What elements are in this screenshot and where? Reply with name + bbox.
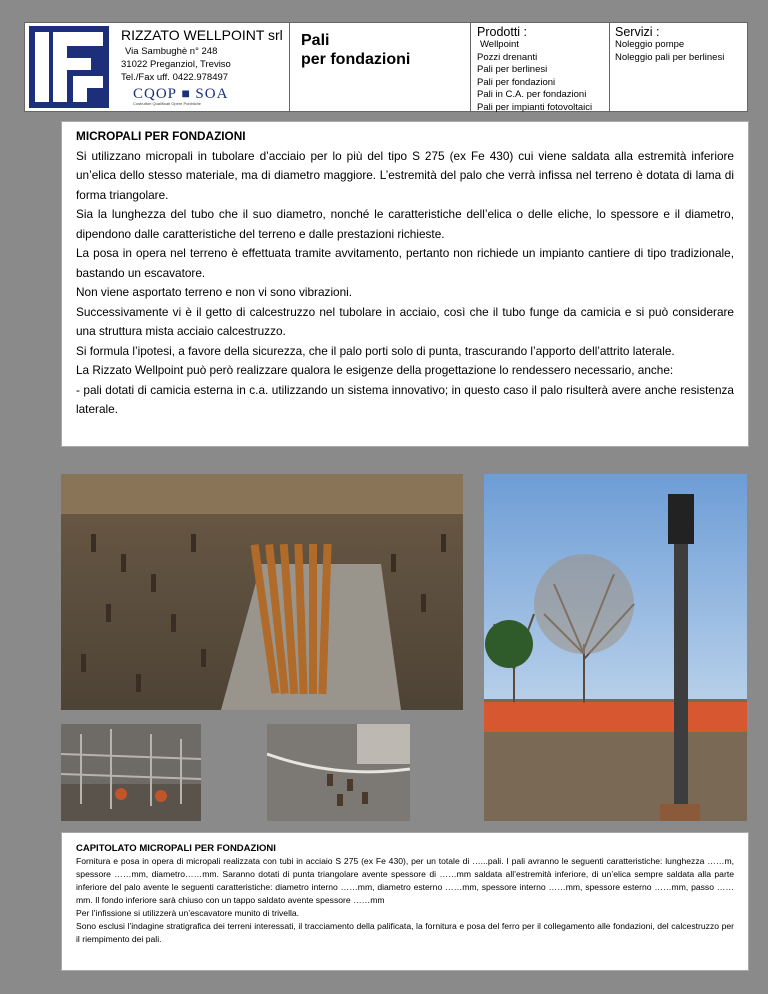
title-line: per fondazioni <box>301 51 411 68</box>
capitolato-paragraph: Sono esclusi l’indagine stratigrafica dei terreni interessati, il tracciamento della palificata, la fornitura e posa del ferro per il collegamento alle fondazioni, del calcestruzzo per il riempimento dei pali. <box>76 921 734 944</box>
photo-pile-heads <box>267 724 410 821</box>
product-item: Pozzi drenanti <box>477 51 538 63</box>
cert-label-2: SOA <box>195 86 229 102</box>
cert-subtext: Costruttori Qualificati Opere Pubbliche <box>133 101 202 106</box>
article-paragraph: Sia la lunghezza del tubo che il suo diametro, nonché le caratteristiche dell’elica o delle eliche, lo spessore e il diametro, dipendono dalle caratteristiche del terreno e dalle prestazioni richieste. <box>76 207 734 241</box>
article-paragraph: Si utilizzano micropali in tubolare d’acciaio per lo più del tipo S 275 (ex Fe 430) cui viene saldata alla estremità inferiore un’elica dello stesso materiale, ma di diametro maggiore. L’estremità del palo che verrà infissa nel terreno è dotata di lama di forma triangolare. <box>76 148 734 202</box>
product-item: Wellpoint <box>480 39 519 50</box>
address-line: Tel./Fax uff. 0422.978497 <box>121 72 229 83</box>
product-item: Pali per fondazioni <box>477 76 556 88</box>
article-paragraph: Si formula l’ipotesi, a favore della sicurezza, che il palo porti solo di punta, trascurando l’apporto dell’attrito laterale. <box>76 343 675 358</box>
article-box <box>61 121 749 447</box>
capitolato-paragraph: Fornitura e posa in opera di micropali realizzata con tubi in acciaio S 275 (ex Fe 430), per un totale di …...pali. I pali avranno le seguenti caratteristiche: lunghezza ……m, spessore ……mm, diametro……mm. Saranno dotati di punta triangolare avente spessore di ……mm saldata all’estremità inferiore, di un’elica sempre saldata alla parte inferiore del palo avente le seguenti caratteristiche: diametro interno ……mm, diametro esterno ……mm, spessore interno ……mm, spessore esterno ……mm, passo ……mm. Il fondo inferiore sarà chiuso con un tappo saldato avente spessore ……mm <box>76 856 734 905</box>
article-paragraph: - pali dotati di camicia esterna in c.a. utilizzando un sistema innovativo; in questo caso il palo risulterà avere anche resistenza laterale. <box>76 382 734 416</box>
service-item: Noleggio pali per berlinesi <box>615 51 725 63</box>
article-paragraph: La posa in opera nel terreno è effettuata tramite avvitamento, pertanto non richiede un impianto cantiere di tipo tradizionale, bastando un escavatore. <box>76 246 734 280</box>
address-line: 31022 Preganziol, Treviso <box>121 59 231 70</box>
title-line: Pali <box>301 32 330 49</box>
photo-construction-site <box>61 474 463 710</box>
article-paragraph: Non viene asportato terreno e non vi sono vibrazioni. <box>76 285 353 299</box>
certification-logo: CQOP ■ SOA Costruttori Qualificati Opere Pubbliche <box>133 85 253 107</box>
divider <box>609 23 610 111</box>
services-heading: Servizi : <box>615 25 660 39</box>
products-list <box>477 25 592 114</box>
capitolato-box <box>61 832 749 971</box>
product-item: Pali per impianti fotovoltaici <box>477 101 593 113</box>
page-header <box>24 22 748 112</box>
products-heading: Prodotti : <box>477 25 528 39</box>
product-item: Pali in C.A. per fondazioni <box>477 89 587 100</box>
product-item: Pali per berlinesi <box>477 64 548 75</box>
company-logo <box>29 26 109 108</box>
photo-pile-installation <box>484 474 747 821</box>
company-name: RIZZATO WELLPOINT srl <box>121 27 283 43</box>
cert-label: CQOP <box>133 86 178 102</box>
article-paragraph: La Rizzato Wellpoint può però realizzare qualora le esigenze della progettazione lo rendessero necessario, anche: <box>76 363 674 377</box>
services-list <box>615 25 724 64</box>
capitolato-heading: CAPITOLATO MICROPALI PER FONDAZIONI <box>76 843 276 854</box>
page-title <box>301 31 410 69</box>
article-heading: MICROPALI PER FONDAZIONI <box>76 129 246 143</box>
service-item: Noleggio pompe <box>615 39 685 50</box>
article-paragraph: Successivamente vi è il getto di calcestruzzo nel tubolare in acciaio, così che il tubo funge da camicia e si può considerare una struttura mista acciaio calcestruzzo. <box>76 304 734 338</box>
address-line: Via Sambughè n° 248 <box>125 46 218 57</box>
photo-rebar-piles <box>61 724 201 821</box>
divider <box>470 23 471 111</box>
company-info <box>121 27 291 84</box>
capitolato-paragraph: Per l’infissione si utilizzerà un’escavatore munito di trivella. <box>76 908 300 918</box>
divider <box>289 23 290 111</box>
